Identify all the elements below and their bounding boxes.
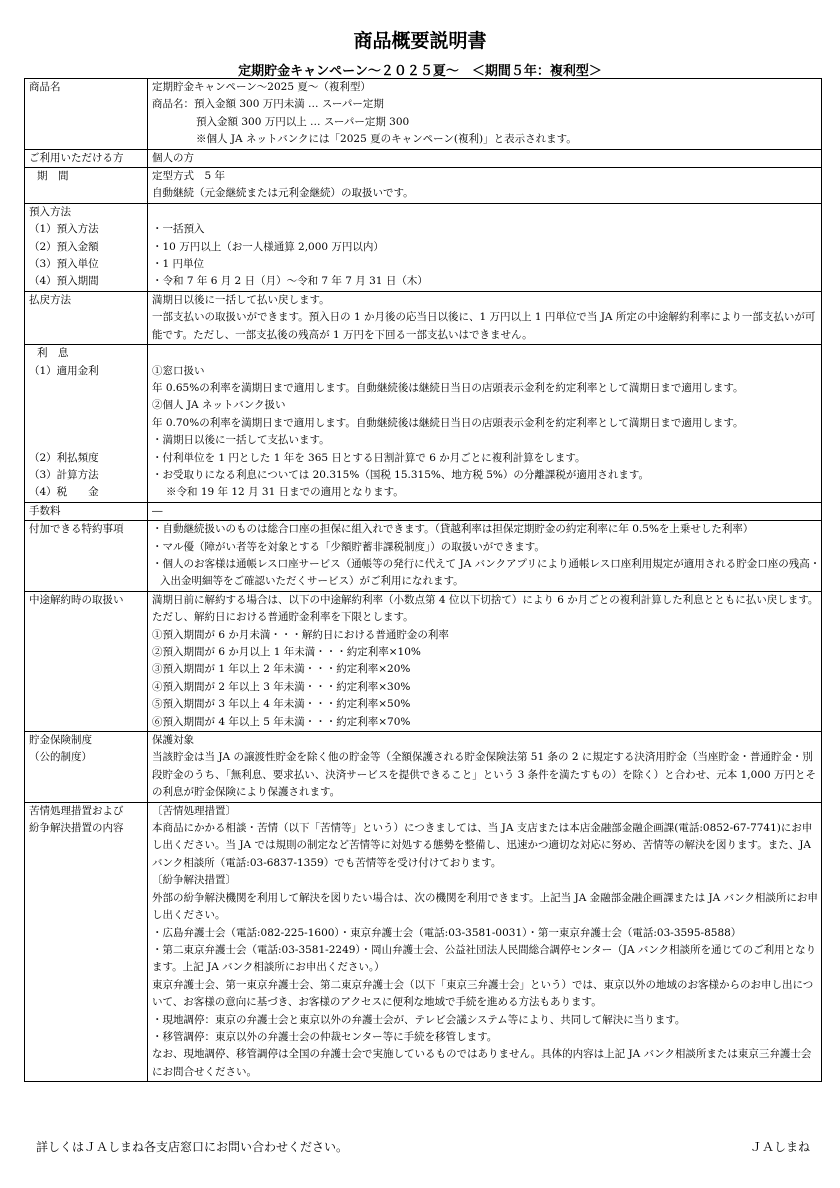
deposit-sublabel: （4）預入期間 — [29, 275, 99, 288]
period-line: 定型方式 5 年 — [152, 170, 226, 183]
cancel-item: ①預入期間が 6 か月未満・・・解約日における普通貯金の利率 — [152, 628, 449, 641]
interest-line: ・お受取りになる利息については 20.315%（国税 15.315%、地方税 5%）の分離課税が適用されます。 — [152, 468, 650, 481]
row-special — [25, 521, 822, 592]
complaint-text: 東京弁護士会、第一東京弁護士会、第二東京弁護士会（以下「東京三弁護士会」という）では、東京以外の地域のお客様からのお申し出について、お客様の意向に基づき、お客様のアクセスに便利な地域で手続を進める方法もあります。 — [152, 978, 814, 1009]
label-period: 期 間 — [25, 168, 148, 204]
complaint-heading: 〔紛争解決措置〕 — [152, 874, 236, 887]
label-fee: 手数料 — [25, 502, 148, 520]
label-complaint: 苦情処理措置および — [29, 804, 124, 817]
complaint-text: ・移管調停：東京以外の弁護士会の仲裁センター等に手続を移管します。 — [152, 1030, 498, 1043]
row-complaint — [25, 802, 822, 1082]
product-summary-table — [24, 78, 822, 1082]
deposit-line: ・10 万円以上（お一人様通算 2,000 万円以内） — [152, 240, 384, 253]
row-period — [25, 168, 822, 204]
insurance-text: 当該貯金は当 JA の譲渡性貯金を除く他の貯金等（全額保護される貯金保険法第 51 条の 2 に規定する決済用貯金（当座貯金・普通貯金・別段貯金のうち、「無利息、要求払い、決済サービスを提供できること」という 3 条件を満たすもの）を除く）と合わせ、元本 1,000 万円とその利息が貯金保険により保護されます。 — [152, 751, 817, 799]
footer-organization: ＪＡしまね — [749, 1140, 810, 1154]
footer-contact-note: 詳しくはＪＡしまね各支店窓口にお問い合わせください。 — [36, 1140, 349, 1154]
row-fee — [25, 502, 822, 520]
product-line: 預入金額 300 万円以上 … スーパー定期 300 — [196, 115, 410, 128]
deposit-sublabel: （1）預入方法 — [29, 223, 99, 236]
eligible-value: 個人の方 — [148, 149, 822, 167]
complaint-text: 外部の紛争解決機関を利用して解決を図りたい場合は、次の機関を利用できます。上記当 JA 金融部金融企画課または JA バンク相談所にお申し出ください。 — [152, 891, 818, 922]
cancel-item: ⑤預入期間が 3 年以上 4 年未満・・・約定利率×50% — [152, 698, 411, 711]
product-line: ※個人 JA ネットバンクには「2025 夏のキャンペーン(複利)」と表示されます。 — [196, 133, 577, 146]
row-eligible — [25, 149, 822, 167]
row-interest — [25, 345, 822, 503]
label-interest: 利 息 — [37, 347, 69, 360]
interest-line: ①窓口扱い — [152, 364, 205, 377]
row-cancel — [25, 591, 822, 731]
deposit-line: ・一括預入 — [152, 223, 205, 236]
complaint-text: 本商品にかかる相談・苦情（以下「苦情等」という）につきましては、当 JA 支店または本店金融部金融企画課(電話:0852-67-7741)にお申し出ください。当 JA では規則の制定など苦情等に対処する態勢を整備し、迅速かつ適切な対応に努め、苦情等の解決を図ります。また、JA バンク相談所（電話:03-6837-1359）でも苦情等を受け付けております。 — [152, 822, 813, 869]
complaint-heading: 〔苦情処理措置〕 — [152, 804, 236, 817]
row-repay — [25, 291, 822, 344]
page-title: 商品概要説明書 — [353, 30, 487, 52]
row-product — [25, 79, 822, 150]
cancel-text: 満期日前に解約する場合は、以下の中途解約利率（小数点第 4 位以下切捨て）により 6 か月ごとの複利計算した利息とともに払い戻します。ただし、解約日における普通貯金利率を下限とします。 — [152, 593, 819, 624]
period-line: 自動継続（元金継続または元利金継続）の取扱いです。 — [152, 187, 414, 200]
special-line: ・個人のお客様は通帳レス口座サービス（通帳等の発行に代えて JA バンクアプリにより通帳レス口座利用規定が適用される貯金口座の残高・入出金明細等をご確認いただくサービス）がご利用になれます。 — [152, 557, 821, 588]
special-line: ・マル優（障がい者等を対象とする「少額貯蓄非課税制度」）の取扱いができます。 — [152, 540, 545, 553]
interest-line: ※令和 19 年 12 月 31 日までの適用となります。 — [166, 486, 404, 499]
deposit-sublabel: （2）預入金額 — [29, 240, 99, 253]
complaint-text: ・第二東京弁護士会（電話:03-3581-2249）・岡山弁護士会、公益社団法人民間総合調停センター（JA バンク相談所を通じてのご利用となります。上記 JA バンク相談所にお申出ください。） — [152, 943, 817, 974]
interest-sublabel: （4）税 金 — [29, 486, 99, 499]
product-line: 定期貯金キャンペーン～2025 夏～（複利型） — [152, 81, 371, 93]
complaint-text: なお、現地調停、移管調停は全国の弁護士会で実施しているものではありません。具体的内容は上記 JA バンク相談所または東京三弁護士会にお問合せください。 — [152, 1048, 812, 1078]
interest-line: ・付利単位を 1 円とした 1 年を 365 日とする日割計算で 6 か月ごとに複利計算をします。 — [152, 451, 586, 464]
insurance-title: 保護対象 — [152, 734, 194, 747]
interest-sublabel: （2）利払頻度 — [29, 451, 99, 464]
label-eligible: ご利用いただける方 — [25, 149, 148, 167]
row-insurance — [25, 732, 822, 803]
fee-value: ― — [148, 502, 822, 520]
cancel-item: ⑥預入期間が 4 年以上 5 年未満・・・約定利率×70% — [152, 715, 411, 728]
label-product: 商品名 — [25, 79, 148, 150]
deposit-line: ・令和 7 年 6 月 2 日（月）～令和 7 年 7 月 31 日（木） — [152, 275, 428, 288]
label-deposit: 預入方法 — [29, 205, 71, 218]
interest-sublabel: （3）計算方法 — [29, 468, 99, 481]
special-line: ・自動継続扱いのものは総合口座の担保に組入れできます。（貸越利率は担保定期貯金の約定利率に年 0.5%を上乗せした利率） — [152, 523, 754, 536]
cancel-item: ③預入期間が 1 年以上 2 年未満・・・約定利率×20% — [152, 663, 411, 676]
complaint-text: ・広島弁護士会（電話:082-225-1600）・東京弁護士会（電話:03-3581-0031）・第一東京弁護士会（電話:03-3595-8588） — [152, 926, 742, 939]
product-line: 商品名：預入金額 300 万円未満 … スーパー定期 — [152, 98, 384, 111]
label-insurance: 貯金保険制度 — [29, 734, 92, 747]
interest-line: ②個人 JA ネットバンク扱い — [152, 399, 286, 412]
label-complaint-sub: 紛争解決措置の内容 — [29, 822, 124, 835]
cancel-item: ②預入期間が 6 か月以上 1 年未満・・・約定利率×10% — [152, 646, 421, 658]
deposit-line: ・1 円単位 — [152, 258, 205, 271]
label-insurance-sub: （公的制度） — [29, 751, 92, 764]
deposit-sublabel: （3）預入単位 — [29, 258, 99, 271]
interest-line: ・満期日以後に一括して支払います。 — [152, 434, 330, 447]
label-repay: 払戻方法 — [25, 291, 148, 344]
repay-text: 一部支払いの取扱いができます。預入日の 1 か月後の応当日以後に、1 万円以上 1 円単位で当 JA 所定の中途解約利率により一部支払いが可能です。ただし、一部支払後の残高が 1 万円を下回る一部支払いはできません。 — [152, 311, 816, 341]
interest-sublabel: （1）適用金利 — [29, 364, 99, 377]
complaint-text: ・現地調停：東京の弁護士会と東京以外の弁護士会が、テレビ会議システム等により、共同して解決に当ります。 — [152, 1013, 686, 1026]
row-deposit — [25, 203, 822, 291]
cancel-item: ④預入期間が 2 年以上 3 年未満・・・約定利率×30% — [152, 680, 411, 693]
interest-line: 年 0.65%の利率を満期日まで適用します。自動継続後は継続日当日の店頭表示金利を約定利率として満期日まで適用します。 — [152, 381, 744, 394]
label-cancel: 中途解約時の取扱い — [25, 591, 148, 731]
repay-text: 満期日以後に一括して払い戻します。 — [152, 293, 330, 306]
page-subtitle: 定期貯金キャンペーン～２０２５夏～ ＜期間５年：複利型＞ — [238, 64, 602, 79]
label-special: 付加できる特約事項 — [25, 521, 148, 592]
interest-line: 年 0.70%の利率を満期日まで適用します。自動継続後は継続日当日の店頭表示金利を約定利率として満期日まで適用します。 — [152, 416, 744, 429]
